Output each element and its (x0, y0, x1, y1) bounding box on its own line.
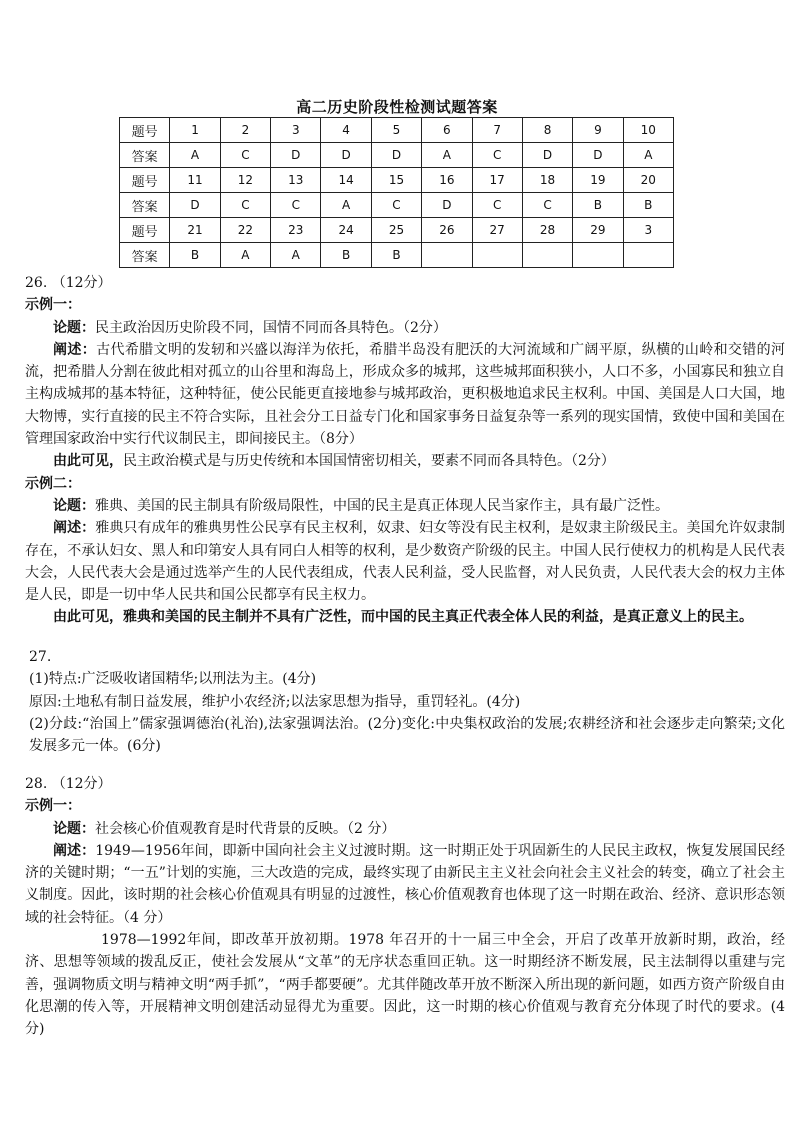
table-cell: B (573, 193, 623, 218)
table-cell: 1 (170, 118, 220, 143)
thesis-label: 论题： (53, 820, 95, 837)
q26-example2-label: 示例二： (25, 475, 81, 492)
table-cell: D (422, 193, 472, 218)
table-cell: D (170, 193, 220, 218)
q27-line1: (1)特点:广泛吸收诸国精华;以刑法为主。(4分) (29, 671, 317, 688)
table-cell: 26 (422, 218, 472, 243)
table-cell: 25 (371, 218, 421, 243)
question-26-section (25, 272, 785, 629)
table-cell: A (321, 193, 371, 218)
page-title: 高二历史阶段性检测试题答案 (296, 98, 498, 116)
table-cell: 10 (623, 118, 673, 143)
q26-ex2-thesis (25, 495, 785, 517)
explanation-label: 阐述： (53, 520, 96, 537)
answer-row (120, 193, 674, 218)
table-cell: D (573, 143, 623, 168)
table-cell: 21 (170, 218, 220, 243)
table-cell: 14 (321, 168, 371, 193)
question-number-row (120, 118, 674, 143)
table-cell: 17 (472, 168, 522, 193)
table-cell (522, 243, 572, 268)
row-header-cell: 题号 (120, 218, 170, 243)
q26-ex2-explanation (25, 517, 785, 606)
explanation-text: 雅典只有成年的雅典男性公民享有民主权利，奴隶、妇女等没有民主权利，是奴隶主阶级民主。美国允许奴隶制存在，不承认妇女、黑人和印第安人具有同白人相等的权利，是少数资产阶级的民主。中国人民行使权力的机构是人民代表大会，人民代表大会是通过选举产生的人民代表组成，代表人民利益，受人民监督，对人民负责，人民代表大会的权力主体是人民，即是一切中华人民共和国公民都享有民主权力。 (25, 520, 786, 604)
table-cell: 13 (271, 168, 321, 193)
answer-table (119, 117, 674, 268)
table-cell: 2 (220, 118, 270, 143)
table-cell: A (170, 143, 220, 168)
table-cell: B (321, 243, 371, 268)
table-cell: 27 (472, 218, 522, 243)
thesis-text: 民主政治因历史阶段不同，国情不同而各具特色。（2分） (95, 319, 447, 336)
table-cell: 19 (573, 168, 623, 193)
table-cell: 15 (371, 168, 421, 193)
table-cell: A (422, 143, 472, 168)
explanation-label: 阐述： (53, 842, 96, 859)
table-cell (573, 243, 623, 268)
question-27-section (25, 646, 785, 757)
row-header-cell: 答案 (120, 243, 170, 268)
row-header-cell: 题号 (120, 168, 170, 193)
table-cell: 3 (271, 118, 321, 143)
table-cell: D (522, 143, 572, 168)
conclusion-text: 雅典和美国的民主制并不具有广泛性，而中国的民主真正代表全体人民的利益，是真正意义上的民主。 (123, 609, 753, 626)
table-cell: C (220, 193, 270, 218)
q28-paragraph2: 1978—1992年间，即改革开放初期。1978 年召开的十一届三中全会，开启了改革开放新时期，政治，经济、思想等领域的拨乱反正，使社会发展从“文革”的无序状态重回正轨。这一时期经济不断发展，民主法制得以重建与完善，强调物质文明与精神文明“两手抓”，“两手都要硬”。尤其伴随改革开放不断深入所出现的新问题，如西方资产阶级自由化思潮的传入等，开展精神文明创建活动显得尤为重要。因此，这一时期的核心价值观与教育充分体现了时代的要求。(4分) (25, 932, 785, 1038)
conclusion-label: 由此可见， (53, 609, 123, 626)
question-28-section (25, 773, 785, 1041)
table-cell: 5 (371, 118, 421, 143)
q27-line2: 原因:土地私有制日益发展，维护小农经济;以法家思想为指导，重罚轻礼。(4分) (29, 693, 521, 710)
table-cell: 16 (422, 168, 472, 193)
q28-explanation (25, 840, 785, 929)
table-cell: 3 (623, 218, 673, 243)
table-cell: 23 (271, 218, 321, 243)
thesis-text: 社会核心价值观教育是时代背景的反映。（2 分） (95, 820, 396, 837)
table-cell (623, 243, 673, 268)
table-cell: C (220, 143, 270, 168)
table-cell: C (472, 193, 522, 218)
thesis-text: 雅典、美国的民主制具有阶级局限性，中国的民主是真正体现人民当家作主，具有最广泛性。 (95, 497, 669, 514)
explanation-text: 1949—1956年间，即新中国向社会主义过渡时期。这一时期正处于巩固新生的人民民主政权，恢复发展国民经济的关键时期；“一五”计划的实施，三大改造的完成，最终实现了由新民主主义社会向社会主义社会的转变，确立了社会主义制度。因此，该时期的社会核心价值观具有明显的过渡性，核心价值观教育也体现了这一时期在政治、经济、意识形态领域的社会特征。（4 分） (25, 842, 785, 926)
table-cell: 4 (321, 118, 371, 143)
q28-example1-label: 示例一： (25, 798, 81, 815)
thesis-label: 论题： (53, 319, 95, 336)
table-cell: B (371, 243, 421, 268)
table-cell: 22 (220, 218, 270, 243)
question-number-row (120, 168, 674, 193)
answer-row (120, 143, 674, 168)
explanation-label: 阐述： (53, 341, 97, 358)
q26-ex1-conclusion (25, 450, 785, 472)
answer-row (120, 243, 674, 268)
table-cell: A (220, 243, 270, 268)
table-cell (422, 243, 472, 268)
table-cell: 24 (321, 218, 371, 243)
q28-thesis (25, 818, 785, 840)
table-cell: D (271, 143, 321, 168)
thesis-label: 论题： (53, 497, 95, 514)
table-cell: 7 (472, 118, 522, 143)
q26-heading: 26. （12分） (25, 275, 112, 291)
q27-line3: (2)分歧:“治国上”儒家强调德治(礼治),法家强调法治。(2分)变化:中央集权政治的发展;农耕经济和社会逐步走向繁荣;文化发展多元一体。(6分) (29, 715, 785, 755)
table-cell: A (623, 143, 673, 168)
table-cell: 18 (522, 168, 572, 193)
q26-ex1-thesis (25, 317, 785, 339)
row-header-cell: 答案 (120, 193, 170, 218)
table-cell: A (271, 243, 321, 268)
table-cell: 9 (573, 118, 623, 143)
table-cell: B (623, 193, 673, 218)
conclusion-label: 由此可见， (53, 453, 123, 470)
q26-example1-label: 示例一： (25, 297, 81, 314)
table-cell: 11 (170, 168, 220, 193)
table-cell: 20 (623, 168, 673, 193)
row-header-cell: 答案 (120, 143, 170, 168)
table-cell: D (321, 143, 371, 168)
table-cell: B (170, 243, 220, 268)
table-cell (472, 243, 522, 268)
table-cell: 6 (422, 118, 472, 143)
table-cell: C (271, 193, 321, 218)
q28-heading: 28. （12分） (25, 776, 112, 792)
question-number-row (120, 218, 674, 243)
table-cell: C (371, 193, 421, 218)
table-cell: 12 (220, 168, 270, 193)
q27-heading: 27. (29, 649, 52, 665)
table-cell: D (371, 143, 421, 168)
q26-ex1-explanation (25, 339, 785, 450)
row-header-cell: 题号 (120, 118, 170, 143)
table-cell: 28 (522, 218, 572, 243)
table-cell: 29 (573, 218, 623, 243)
conclusion-text: 民主政治模式是与历史传统和本国国情密切相关，要素不同而各具特色。（2分） (123, 453, 615, 470)
q26-ex2-conclusion (25, 606, 785, 628)
table-cell: 8 (522, 118, 572, 143)
explanation-text: 古代希腊文明的发轫和兴盛以海洋为依托，希腊半岛没有肥沃的大河流域和广阔平原，纵横的山岭和交错的河流，把希腊人分割在彼此相对孤立的山谷里和海岛上，形成众多的城邦，这些城邦面积狭小，人口不多，小国寡民和独立自主构成城邦的基本特征，这种特征，使公民能更直接地参与城邦政治，更积极地追求民主权利。中国、美国是人口大国，地大物博，实行直接的民主不符合实际，且社会分工日益专门化和国家事务日益复杂等一系列的现实国情，致使中国和美国在管理国家政治中实行代议制民主，即间接民主。（8分） (25, 341, 786, 448)
table-cell: C (472, 143, 522, 168)
table-cell: C (522, 193, 572, 218)
